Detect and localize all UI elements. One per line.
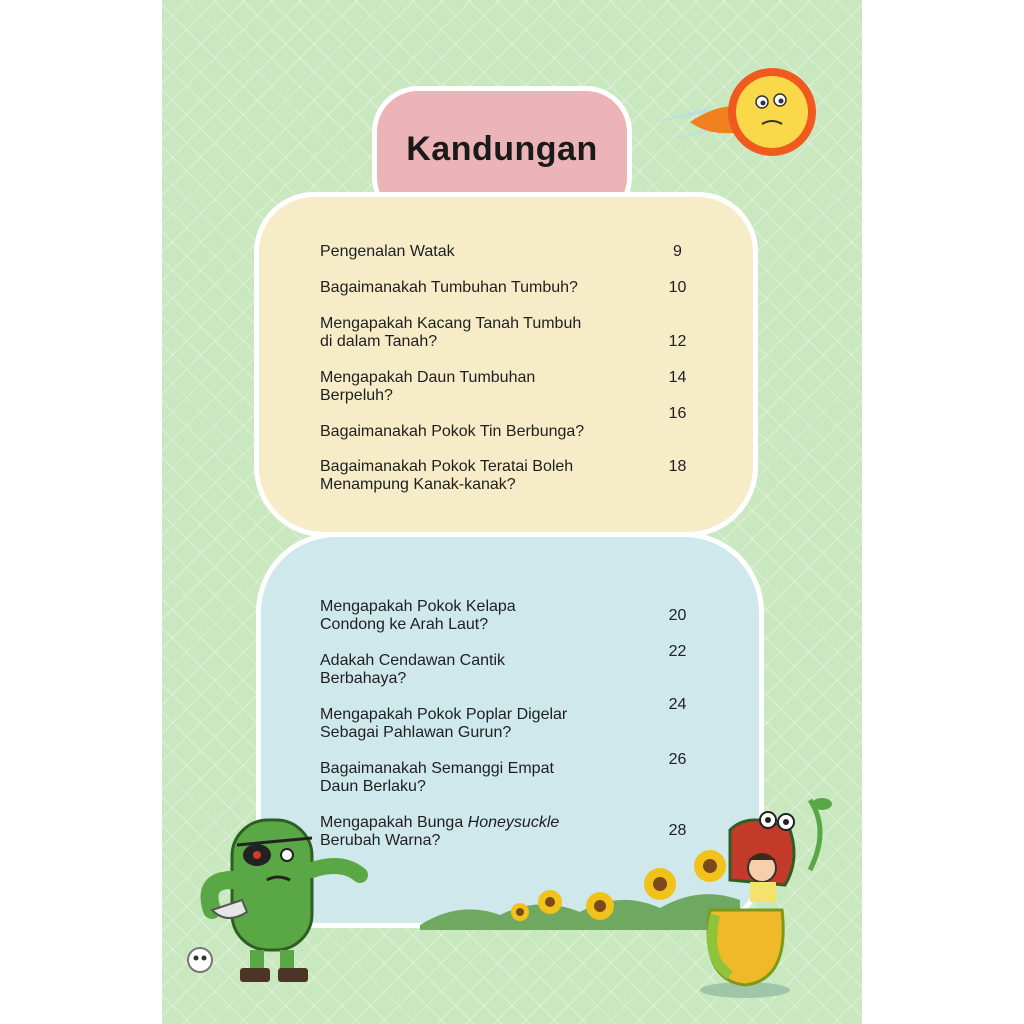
- toc-entry: Pengenalan Watak: [320, 243, 455, 260]
- flytrap-plant-with-boy-icon: [690, 790, 840, 1000]
- toc-entry: Bagaimanakah Pokok Teratai Boleh Menampung Kanak-kanak?: [320, 458, 574, 493]
- toc-page-number: 10: [668, 279, 687, 296]
- toc-entry: Mengapakah Pokok Kelapa Condong ke Arah Laut?: [320, 598, 516, 633]
- toc-entry: Bagaimanakah Pokok Tin Berbunga?: [320, 423, 585, 440]
- toc-entry: Adakah Cendawan Cantik Berbahaya?: [320, 652, 506, 687]
- toc-page-number: 14: [668, 369, 687, 386]
- toc-entry: Mengapakah Daun Tumbuhan Berpeluh?: [320, 369, 536, 404]
- toc-page-number: 26: [668, 751, 687, 768]
- toc-entry: Mengapakah Bunga Honeysuckle Berubah Warna?: [320, 814, 560, 849]
- toc-page-number: 16: [668, 405, 687, 422]
- toc-entry: Bagaimanakah Semanggi Empat Daun Berlaku?: [320, 760, 554, 795]
- toc-page-number: 24: [668, 696, 687, 713]
- toc-entry: Bagaimanakah Tumbuhan Tumbuh?: [320, 279, 578, 296]
- toc-page-number: 18: [668, 458, 687, 475]
- toc-page-number: 9: [673, 243, 682, 260]
- toc-page-number: 28: [668, 822, 687, 839]
- page-title: Kandungan: [406, 130, 598, 168]
- toc-entry: Mengapakah Pokok Poplar Digelar Sebagai Pahlawan Gurun?: [320, 706, 568, 741]
- toc-page-number: 12: [668, 333, 687, 350]
- toc-page-number: 22: [668, 643, 687, 660]
- sun-character-icon: [650, 62, 830, 172]
- toc-page-number: 20: [668, 607, 687, 624]
- cactus-pirate-character-icon: [172, 800, 372, 990]
- toc-entry: Mengapakah Kacang Tanah Tumbuh di dalam Tanah?: [320, 315, 582, 350]
